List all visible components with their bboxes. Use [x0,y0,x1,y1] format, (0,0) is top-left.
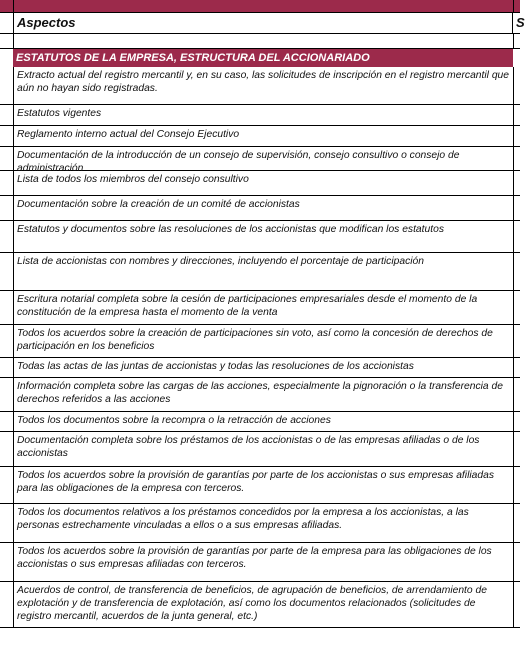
row-text[interactable]: Estatutos vigentes [13,105,514,125]
table-row[interactable] [0,171,520,196]
table-row[interactable] [0,467,520,504]
table-row[interactable] [0,291,520,325]
row-text[interactable]: Todos los documentos sobre la recompra o la retracción de acciones [13,412,514,431]
table-row[interactable] [0,67,520,105]
blank-row [0,34,520,49]
gridline [513,0,514,12]
table-row[interactable] [0,196,520,221]
row-text[interactable]: Documentación de la introducción de un consejo de supervisión, consejo consultivo o consejo de administración [13,147,514,170]
row-text[interactable]: Información completa sobre las cargas de las acciones, especialmente la pignoración o la transferencia de derechos referidos a las acciones [13,378,514,411]
table-row[interactable] [0,412,520,432]
gridline [13,0,14,12]
table-row[interactable] [0,543,520,582]
row-text[interactable]: Lista de accionistas con nombres y direcciones, incluyendo el porcentaje de participación [13,253,514,290]
header-aspectos[interactable]: Aspectos [13,13,513,33]
row-text[interactable]: Todos los acuerdos sobre la provisión de garantías por parte de la empresa para las obligaciones de los accionistas o sus empresas afiliadas con terceros. [13,543,514,581]
table-row[interactable] [0,504,520,543]
gridline [13,34,14,48]
top-color-band [0,0,520,13]
table-row[interactable] [0,432,520,467]
row-text[interactable]: Estatutos y documentos sobre las resoluciones de los accionistas que modifican los estatutos [13,221,514,252]
row-text[interactable]: Documentación sobre la creación de un comité de accionistas [13,196,514,220]
table-row[interactable] [0,325,520,358]
row-text[interactable]: Reglamento interno actual del Consejo Ejecutivo [13,126,514,146]
section-title[interactable]: ESTATUTOS DE LA EMPRESA, ESTRUCTURA DEL ACCIONARIADO [13,49,513,67]
row-text[interactable]: Todos los documentos relativos a los préstamos concedidos por la empresa a los accionistas, a las personas estrechamente vinculadas a ellos o a sus empresas afiliadas. [13,504,514,542]
table-row[interactable] [0,105,520,126]
row-text[interactable]: Extracto actual del registro mercantil y, en su caso, las solicitudes de inscripción en el registro mercantil que aún no hayan sido registradas. [13,67,514,104]
row-text[interactable]: Todas las actas de las juntas de accionistas y todas las resoluciones de los accionistas [13,358,514,377]
gridline [513,34,514,48]
table-row[interactable] [0,253,520,291]
table-row[interactable] [0,582,520,628]
row-text[interactable]: Lista de todos los miembros del consejo consultivo [13,171,514,195]
table-row[interactable] [0,126,520,147]
header-next-column[interactable]: S [516,15,525,30]
section-right-cell[interactable] [514,49,520,67]
row-text[interactable]: Todos los acuerdos sobre la provisión de garantías por parte de los accionistas o sus empresas afiliadas para las obligaciones de la empresa con terceros. [13,467,514,503]
header-row [0,13,525,34]
table-row[interactable] [0,358,520,378]
row-text[interactable]: Escritura notarial completa sobre la cesión de participaciones empresariales desde el momento de la constitución de la empresa hasta el momento de la venta [13,291,514,324]
table-row[interactable] [0,378,520,412]
row-text[interactable]: Documentación completa sobre los préstamos de los accionistas o de las empresas afiliadas o de los accionistas [13,432,514,466]
table-row[interactable] [0,221,520,253]
table-row[interactable] [0,147,520,174]
row-text[interactable]: Todos los acuerdos sobre la creación de participaciones sin voto, así como la concesión de derechos de participación en los beneficios [13,325,514,357]
rows-container [0,67,520,628]
row-text[interactable]: Acuerdos de control, de transferencia de beneficios, de agrupación de beneficios, de arrendamiento de explotación y de transferencia de explotación, así como los documentos relacionados (solicitudes de registro mercantil, acuerdos de la junta general, etc.) [13,582,514,627]
